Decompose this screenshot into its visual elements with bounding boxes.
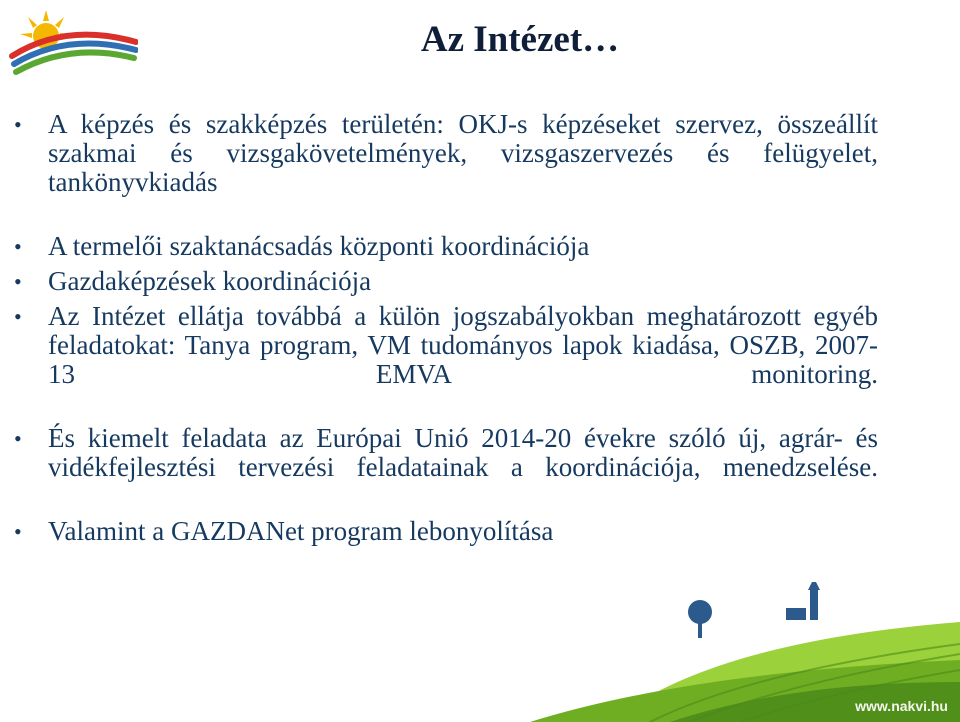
bullet-icon: • [14,234,22,259]
page-title: Az Intézet… [420,19,620,60]
list-item-text: A termelői szaktanácsadás központi koordinációja [48,231,590,261]
website-url: www.nakvi.hu [855,698,948,714]
bullet-list [14,110,878,552]
list-item-text: Gazdaképzések koordinációja [48,266,372,296]
bullet-icon: • [14,304,22,329]
bullet-icon: • [14,426,22,451]
list-item-text: Valamint a GAZDANet program lebonyolítása [48,516,554,546]
list-item [14,302,878,418]
list-item-text: És kiemelt feladata az Európai Unió 2014-20 évekre szóló új, agrár- és vidékfejlesztési tervezési feladatainak a koordinációja, menedzselése. [48,423,878,482]
bullet-icon: • [14,112,22,137]
bullet-icon: • [14,269,22,294]
list-item [14,232,878,261]
list-item-text: A képzés és szakképzés területén: OKJ-s képzéseket szervez, összeállít szakmai és vizsgakövetelmények, vizsgaszervezés és felügyelet, tankönyvkiadás [48,109,878,197]
list-item [14,424,878,511]
list-item [14,267,878,296]
list-item [14,110,878,226]
list-item [14,517,878,546]
bullet-icon: • [14,519,22,544]
list-item-text: Az Intézet ellátja továbbá a külön jogszabályokban meghatározott egyéb feladatokat: Tanya program, VM tudományos lapok kiadása, OSZB, 2007-13 EMVA monitoring. [48,301,878,389]
